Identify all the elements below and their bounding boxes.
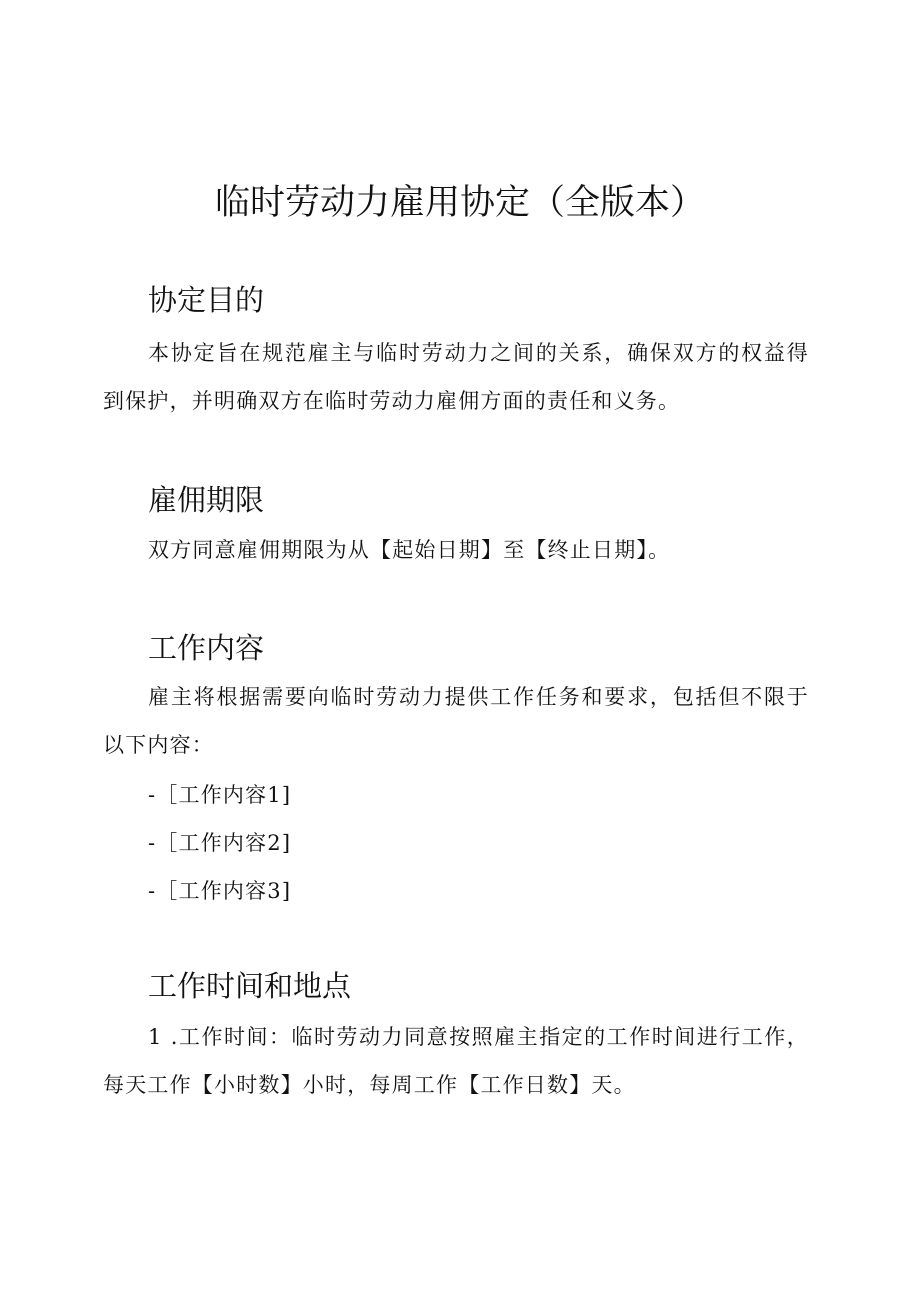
- section-heading-work-content: 工作内容: [148, 631, 265, 665]
- section-paragraph-work-content: 雇主将根据需要向临时劳动力提供工作任务和要求，包括但不限于以下内容：: [103, 685, 809, 757]
- section-paragraph-term: 双方同意雇佣期限为从【起始日期】至【终止日期】。: [148, 538, 671, 562]
- work-content-item-1: -［工作内容1]: [148, 783, 292, 807]
- section-paragraph-time-location: 1 .工作时间：临时劳动力同意按照雇主指定的工作时间进行工作，每天工作【小时数】小时，每周工作【工作日数】天。: [103, 1025, 809, 1097]
- work-content-item-2: -［工作内容2]: [148, 831, 292, 855]
- section-heading-term: 雇佣期限: [148, 483, 265, 517]
- work-content-item-3: -［工作内容3]: [148, 879, 292, 903]
- section-paragraph-purpose: 本协定旨在规范雇主与临时劳动力之间的关系，确保双方的权益得到保护，并明确双方在临时劳动力雇佣方面的责任和义务。: [103, 341, 809, 413]
- section-heading-time-location: 工作时间和地点: [148, 969, 352, 1003]
- document-title: 临时劳动力雇用协定（全版本）: [214, 183, 705, 223]
- section-heading-purpose: 协定目的: [148, 283, 265, 317]
